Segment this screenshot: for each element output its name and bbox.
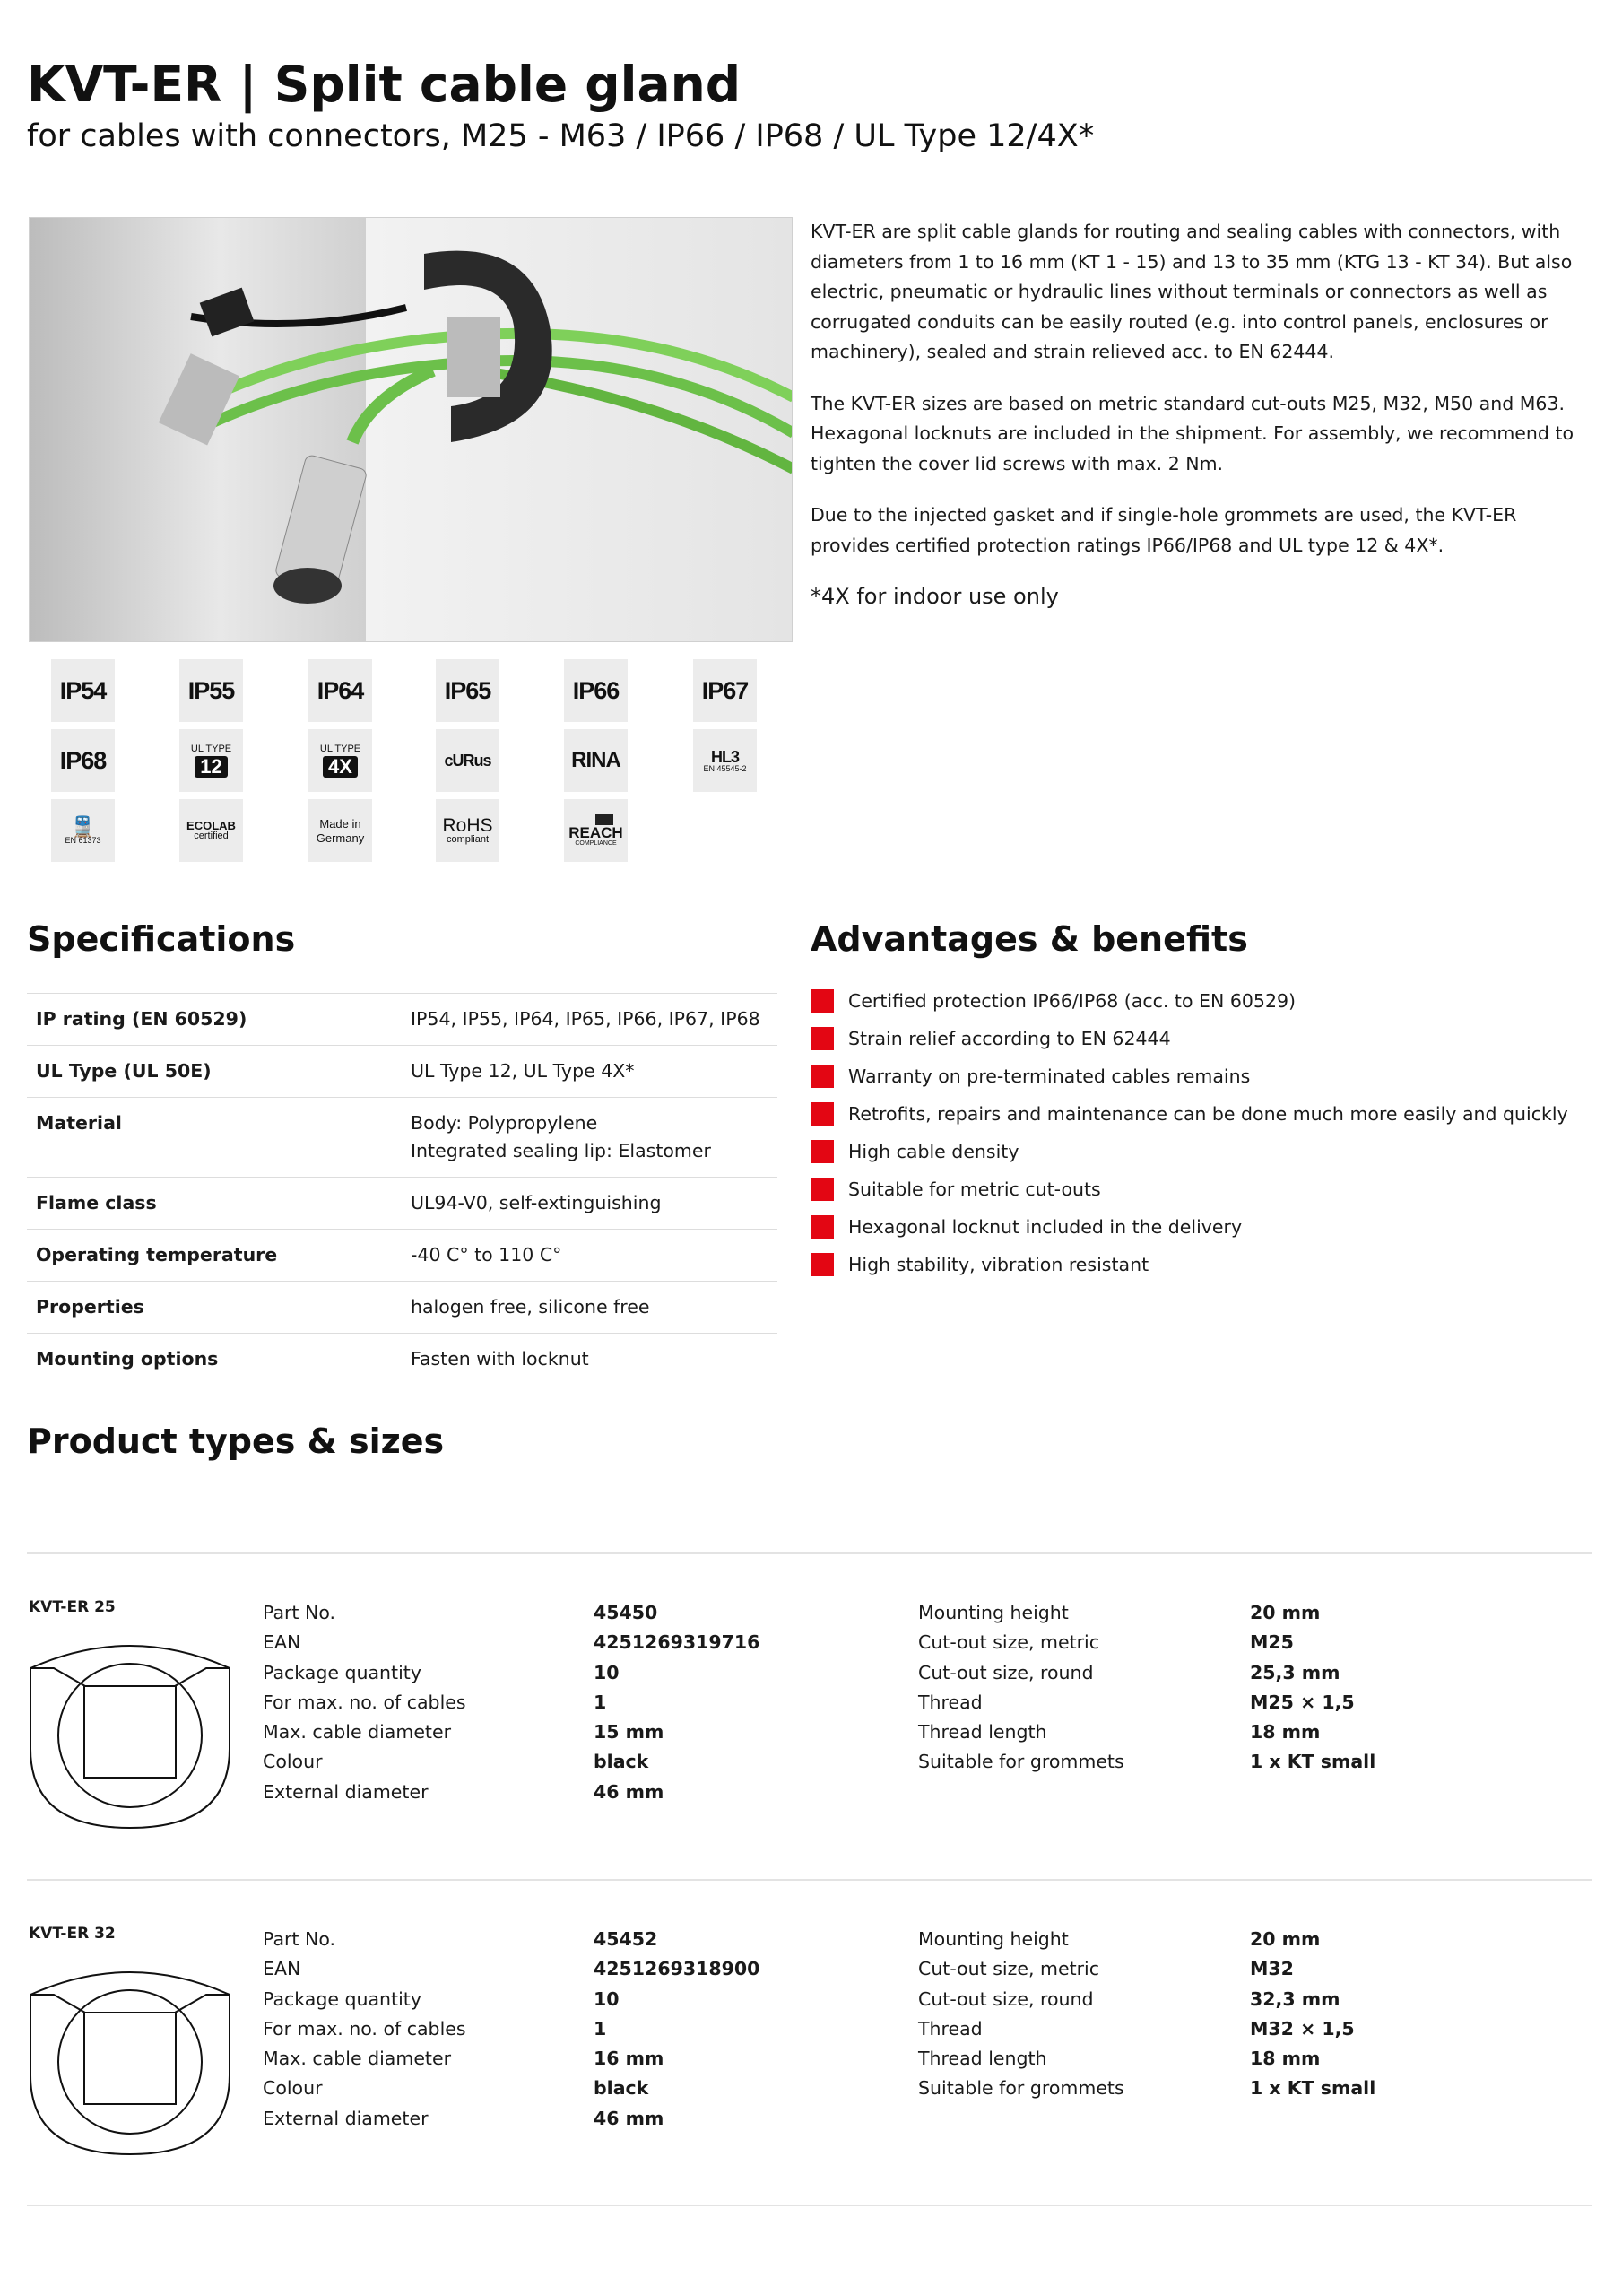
gland-drawing	[27, 1632, 233, 1830]
spec-label: Part No.	[263, 1602, 336, 1623]
spec-label: Max. cable diameter	[263, 1721, 452, 1744]
spec-label: Colour	[263, 2077, 323, 2100]
product-values	[1250, 1925, 1375, 2104]
description-p3: Due to the injected gasket and if single-hole grommets are used, the KVT-ER provides certified protection ratings IP66/IP68 and UL type 12 & 4X*.	[811, 504, 1517, 556]
badge-reach: REACH COMPLIANCE	[564, 799, 628, 862]
bullet-square-icon	[811, 989, 834, 1013]
gland-drawing	[27, 1959, 233, 2156]
bullet-square-icon	[811, 1215, 834, 1239]
spec-value: M25	[1250, 1631, 1294, 1654]
table-row: UL Type (UL 50E) UL Type 12, UL Type 4X*	[27, 1046, 777, 1098]
badge-ip65: IP65	[436, 659, 499, 722]
spec-label: Package quantity	[263, 1661, 421, 1683]
badge-hl3: HL3 EN 45545-2	[693, 729, 757, 792]
bullet-square-icon	[811, 1178, 834, 1201]
badge-en61373: 🚆 EN 61373	[51, 799, 115, 862]
bullet-square-icon	[811, 1140, 834, 1163]
spec-label: Thread	[918, 1691, 983, 1713]
badge-ip54: IP54	[51, 659, 115, 722]
spec-value: 10	[594, 1987, 620, 2010]
spec-value: 4251269318900	[594, 1958, 760, 1980]
spec-value: 1	[594, 1691, 607, 1713]
bullet-square-icon	[811, 1102, 834, 1126]
spec-value: 25,3 mm	[1250, 1661, 1340, 1683]
spec-value: black	[594, 2077, 649, 2100]
list-item: Retrofits, repairs and maintenance can be done much more easily and quickly	[811, 1095, 1568, 1133]
spec-value: 16 mm	[594, 2048, 664, 2070]
description-note: *4X for indoor use only	[811, 584, 1059, 609]
product-labels	[263, 1925, 466, 2134]
spec-label: Cut-out size, round	[918, 1987, 1094, 2010]
spec-value: 1	[594, 2017, 607, 2039]
spec-label: External diameter	[263, 1780, 429, 1803]
divider	[27, 1552, 1592, 1554]
bullet-square-icon	[811, 1253, 834, 1276]
spec-label: Thread length	[918, 1721, 1047, 1744]
table-row: IP rating (EN 60529) IP54, IP55, IP64, IP65, IP66, IP67, IP68	[27, 994, 777, 1046]
spec-label: Thread	[918, 2017, 983, 2039]
spec-value: 45450	[594, 1602, 658, 1623]
list-item: Hexagonal locknut included in the delivery	[811, 1208, 1568, 1246]
spec-value: 1 x KT small	[1250, 2077, 1376, 2100]
spec-value: 46 mm	[594, 1780, 664, 1803]
spec-label: Mounting height	[918, 1928, 1069, 1950]
table-row: Material Body: Polypropylene Integrated sealing lip: Elastomer	[27, 1098, 777, 1178]
product-name: KVT-ER 32	[29, 1925, 116, 1943]
spec-value: 10	[594, 1661, 620, 1683]
advantages-list	[811, 982, 1568, 1283]
spec-label: Suitable for grommets	[918, 2077, 1124, 2100]
spec-value: 1 x KT small	[1250, 1751, 1376, 1773]
product-values	[594, 1925, 759, 2134]
spec-value: black	[594, 1751, 649, 1773]
spec-label: Suitable for grommets	[918, 1751, 1124, 1773]
spec-label: Package quantity	[263, 1987, 421, 2010]
specifications-heading: Specifications	[27, 919, 296, 959]
spec-label: Colour	[263, 1751, 323, 1773]
spec-value: 15 mm	[594, 1721, 664, 1744]
train-icon: 🚆	[70, 814, 96, 838]
spec-label: Cut-out size, metric	[918, 1631, 1100, 1654]
spec-label: Thread length	[918, 2048, 1047, 2070]
list-item: High cable density	[811, 1133, 1568, 1170]
spec-value: 20 mm	[1250, 1928, 1321, 1950]
badge-rohs: RoHS compliant	[436, 799, 499, 862]
product-image	[29, 217, 793, 642]
spec-value: M25 × 1,5	[1250, 1691, 1355, 1713]
spec-value: 46 mm	[594, 2107, 664, 2129]
spec-label: Part No.	[263, 1928, 336, 1950]
spec-value: M32	[1250, 1958, 1294, 1980]
page-subtitle: for cables with connectors, M25 - M63 / IP66 / IP68 / UL Type 12/4X*	[27, 118, 1095, 154]
product-values	[594, 1598, 759, 1807]
badge-ip67: IP67	[693, 659, 757, 722]
spec-value: 20 mm	[1250, 1602, 1321, 1623]
bullet-square-icon	[811, 1027, 834, 1050]
bullet-square-icon	[811, 1065, 834, 1088]
specifications-table	[27, 993, 777, 1385]
spec-label: Cut-out size, round	[918, 1661, 1094, 1683]
spec-value: 32,3 mm	[1250, 1987, 1340, 2010]
description-p2: The KVT-ER sizes are based on metric standard cut-outs M25, M32, M50 and M63. Hexagonal locknuts are included in the shipment. For assembly, we recommend to tighten the cover lid screws with max. 2 Nm.	[811, 392, 1574, 474]
table-row: Properties halogen free, silicone free	[27, 1282, 777, 1334]
badge-ul-type-12: UL TYPE 12	[179, 729, 243, 792]
table-row: Operating temperature -40 C° to 110 C°	[27, 1230, 777, 1282]
product-labels	[263, 1598, 466, 1807]
badge-ip66: IP66	[564, 659, 628, 722]
badge-cul-us: cURus	[436, 729, 499, 792]
list-item: Warranty on pre-terminated cables remains	[811, 1057, 1568, 1095]
spec-value: M32 × 1,5	[1250, 2017, 1355, 2039]
page-title: KVT-ER | Split cable gland	[27, 56, 742, 113]
badge-ip55: IP55	[179, 659, 243, 722]
divider	[27, 2205, 1592, 2206]
table-row: Mounting options Fasten with locknut	[27, 1334, 777, 1386]
badge-ul-type-4x: UL TYPE 4X	[308, 729, 372, 792]
divider	[27, 1879, 1592, 1881]
spec-label: EAN	[263, 1958, 301, 1980]
product-types-heading: Product types & sizes	[27, 1422, 445, 1461]
badge-rina: RINA	[564, 729, 628, 792]
spec-value: 18 mm	[1250, 1721, 1321, 1744]
spec-label: EAN	[263, 1631, 301, 1654]
spec-label: Max. cable diameter	[263, 2048, 452, 2070]
table-row: Flame class UL94-V0, self-extinguishing	[27, 1178, 777, 1230]
spec-label: Cut-out size, metric	[918, 1958, 1100, 1980]
spec-label: For max. no. of cables	[263, 2017, 466, 2039]
description-p1: KVT-ER are split cable glands for routing and sealing cables with connectors, with diameters from 1 to 16 mm (KT 1 - 15) and 13 to 35 mm (KTG 13 - KT 34). But also electric, pneumatic or hydraulic lines without terminals or connectors as well as corrugated conduits can be easily routed (e.g. into control panels, enclosures or machinery), sealed and strain relieved acc. to EN 62444.	[811, 221, 1573, 362]
badge-made-in-germany: Made in Germany	[308, 799, 372, 862]
description	[811, 217, 1591, 634]
spec-value: 18 mm	[1250, 2048, 1321, 2070]
list-item: Strain relief according to EN 62444	[811, 1020, 1568, 1057]
advantages-heading: Advantages & benefits	[811, 919, 1248, 959]
product-name: KVT-ER 25	[29, 1598, 116, 1616]
spec-label: For max. no. of cables	[263, 1691, 466, 1713]
badge-ip68: IP68	[51, 729, 115, 792]
spec-label: Mounting height	[918, 1602, 1069, 1623]
list-item: Suitable for metric cut-outs	[811, 1170, 1568, 1208]
spec-label: External diameter	[263, 2107, 429, 2129]
product-labels	[918, 1925, 1124, 2104]
list-item: Certified protection IP66/IP68 (acc. to EN 60529)	[811, 982, 1568, 1020]
product-values	[1250, 1598, 1375, 1778]
badge-ecolab: ECOLAB certified	[179, 799, 243, 862]
list-item: High stability, vibration resistant	[811, 1246, 1568, 1283]
spec-value: 45452	[594, 1928, 658, 1950]
product-labels	[918, 1598, 1124, 1778]
badge-ip64: IP64	[308, 659, 372, 722]
spec-value: 4251269319716	[594, 1631, 760, 1654]
